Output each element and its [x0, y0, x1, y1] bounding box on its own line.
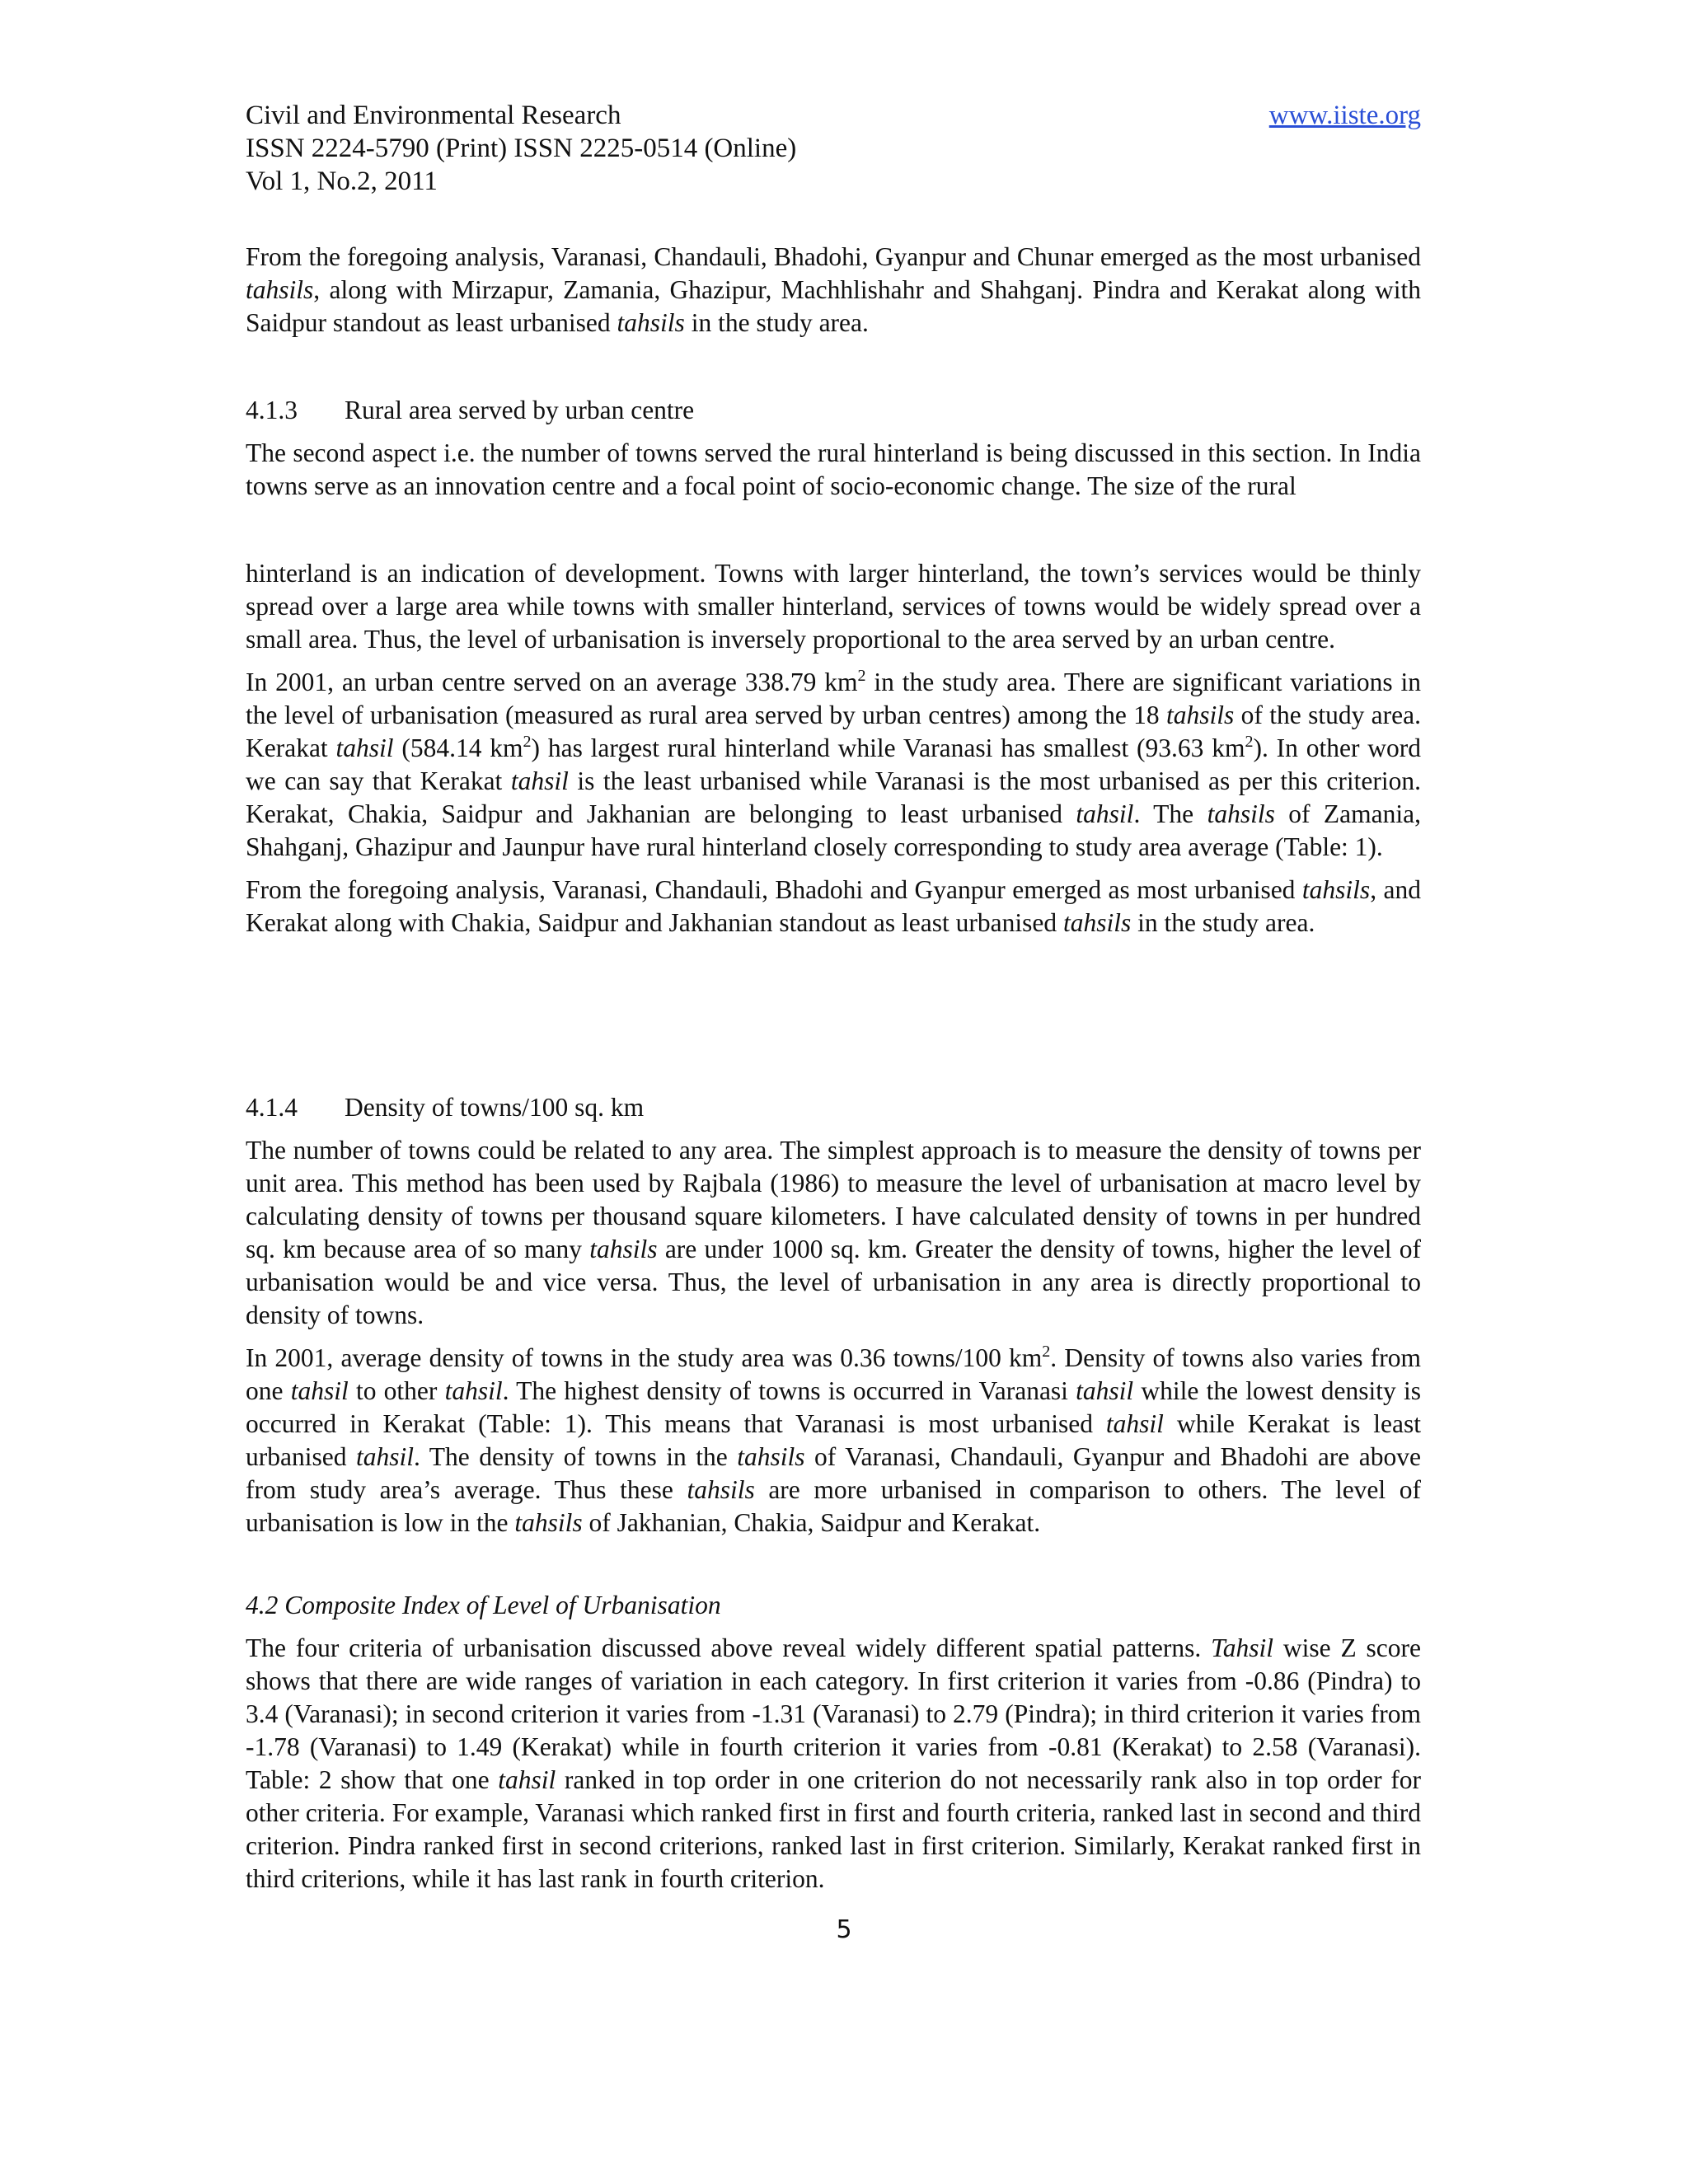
section-number: 4.1.4 [246, 1093, 298, 1122]
journal-url-link[interactable]: www.iiste.org [1268, 101, 1421, 130]
section-4-1-4-body [246, 1134, 1421, 1549]
section-4-1-4-heading [246, 1091, 1421, 1124]
journal-title: Civil and Environmental Research [246, 101, 621, 130]
issn-line: ISSN 2224-5790 (Print) ISSN 2225-0514 (Online) [246, 134, 797, 163]
volume-line: Vol 1, No.2, 2011 [246, 166, 438, 196]
paragraph: hinterland is an indication of development. Towns with larger hinterland, the town’s services would be thinly spread over a large area while towns with smaller hinterland, services of towns would be widely spread over a small area. Thus, the level of urbanisation is inversely proportional to the area served by an urban centre. [246, 559, 1421, 654]
section-4-1-3-p1-block [246, 437, 1421, 513]
intro-paragraph: From the foregoing analysis, Varanasi, Chandauli, Bhadohi, Gyanpur and Chunar emerged as the most urbanised tahsils, along with Mirzapur, Zamania, Ghazipur, Machhlishahr and Shahganj. Pindra and Kerakat along with Saidpur standout as least urbanised tahsils in the study area. [246, 242, 1421, 337]
paragraph: From the foregoing analysis, Varanasi, Chandauli, Bhadohi and Gyanpur emerged as most urbanised tahsils, and Kerakat along with Chakia, Saidpur and Jakhanian standout as least urbanised tahsils in the study area. [246, 875, 1422, 937]
section-4-2-body [246, 1632, 1421, 1905]
running-header [246, 99, 1421, 198]
paragraph: The second aspect i.e. the number of towns served the rural hinterland is being discussed in this section. In India towns serve as an innovation centre and a focal point of socio-economic change. The size of the rural [246, 438, 1421, 500]
paragraph: In 2001, average density of towns in the study area was 0.36 towns/100 $km^2$. Density of towns also varies from one tahsil to other tahsil. The highest density of towns is occurred in Varanasi tahsil while the lowest density is occurred in Kerakat (Table: 1). This means that Varanasi is most urbanised tahsil while Kerakat is least urbanised tahsil. The density of towns in the tahsils of Varanasi, Chandauli, Gyanpur and Bhadohi are above from study area’s average. Thus these tahsils are more urbanised in comparison to others. The level of urbanisation is low in the tahsils of Jakhanian, Chakia, Saidpur and Kerakat. [246, 1343, 1421, 1537]
page-number: 5 [836, 1915, 852, 1944]
paragraph: The four criteria of urbanisation discussed above reveal widely different spatial patterns. Tahsil wise Z score shows that there are wide ranges of variation in each category. In first criterion it varies from -0.86 (Pindra) to 3.4 (Varanasi); in second criterion it varies from -1.31 (Varanasi) to 2.79 (Pindra); in third criterion it varies from -1.78 (Varanasi) to 1.49 (Kerakat) while in fourth criterion it varies from -0.81 (Kerakat) to 2.58 (Varanasi). Table: 2 show that one tahsil ranked in top order in one criterion do not necessarily rank also in top order for other criteria. For example, Varanasi which ranked first in first and fourth criteria, ranked last in second and third criterion. Pindra ranked first in second criterions, ranked last in first criterion. Similarly, Kerakat ranked first in third criterions, while it has last rank in fourth criterion. [246, 1633, 1421, 1893]
paragraph: The number of towns could be related to any area. The simplest approach is to measure the density of towns per unit area. This method has been used by Rajbala (1986) to measure the level of urbanisation at macro level by calculating density of towns per thousand square kilometers. I have calculated density of towns in per hundred sq. km because area of so many tahsils are under 1000 sq. km. Greater the density of towns, higher the level of urbanisation would be and vice versa. Thus, the level of urbanisation in any area is directly proportional to density of towns. [246, 1136, 1422, 1329]
section-4-1-3-body [246, 557, 1421, 949]
section-4-2-heading: 4.2 Composite Index of Level of Urbanisation [246, 1591, 721, 1619]
section-4-1-3-heading [246, 394, 1421, 427]
intro-paragraph-block [246, 241, 1421, 349]
section-number: 4.1.3 [246, 396, 298, 424]
paragraph: In 2001, an urban centre served on an average 338.79 $km^2$ in the study area. There are significant variations in the level of urbanisation (measured as rural area served by urban centres) among the 18 tahsils of the study area. Kerakat tahsil (584.14 $km^2$) has largest rural hinterland while Varanasi has smallest (93.63 $km^2$). In other word we can say that Kerakat tahsil is the least urbanised while Varanasi is the most urbanised as per this criterion. Kerakat, Chakia, Saidpur and Jakhanian are belonging to least urbanised tahsil. The tahsils of Zamania, Shahganj, Ghazipur and Jaunpur have rural hinterland closely corresponding to study area average (Table: 1). [246, 667, 1422, 861]
section-title: Density of towns/100 sq. km [345, 1093, 645, 1122]
section-title: Rural area served by urban centre [345, 396, 695, 424]
